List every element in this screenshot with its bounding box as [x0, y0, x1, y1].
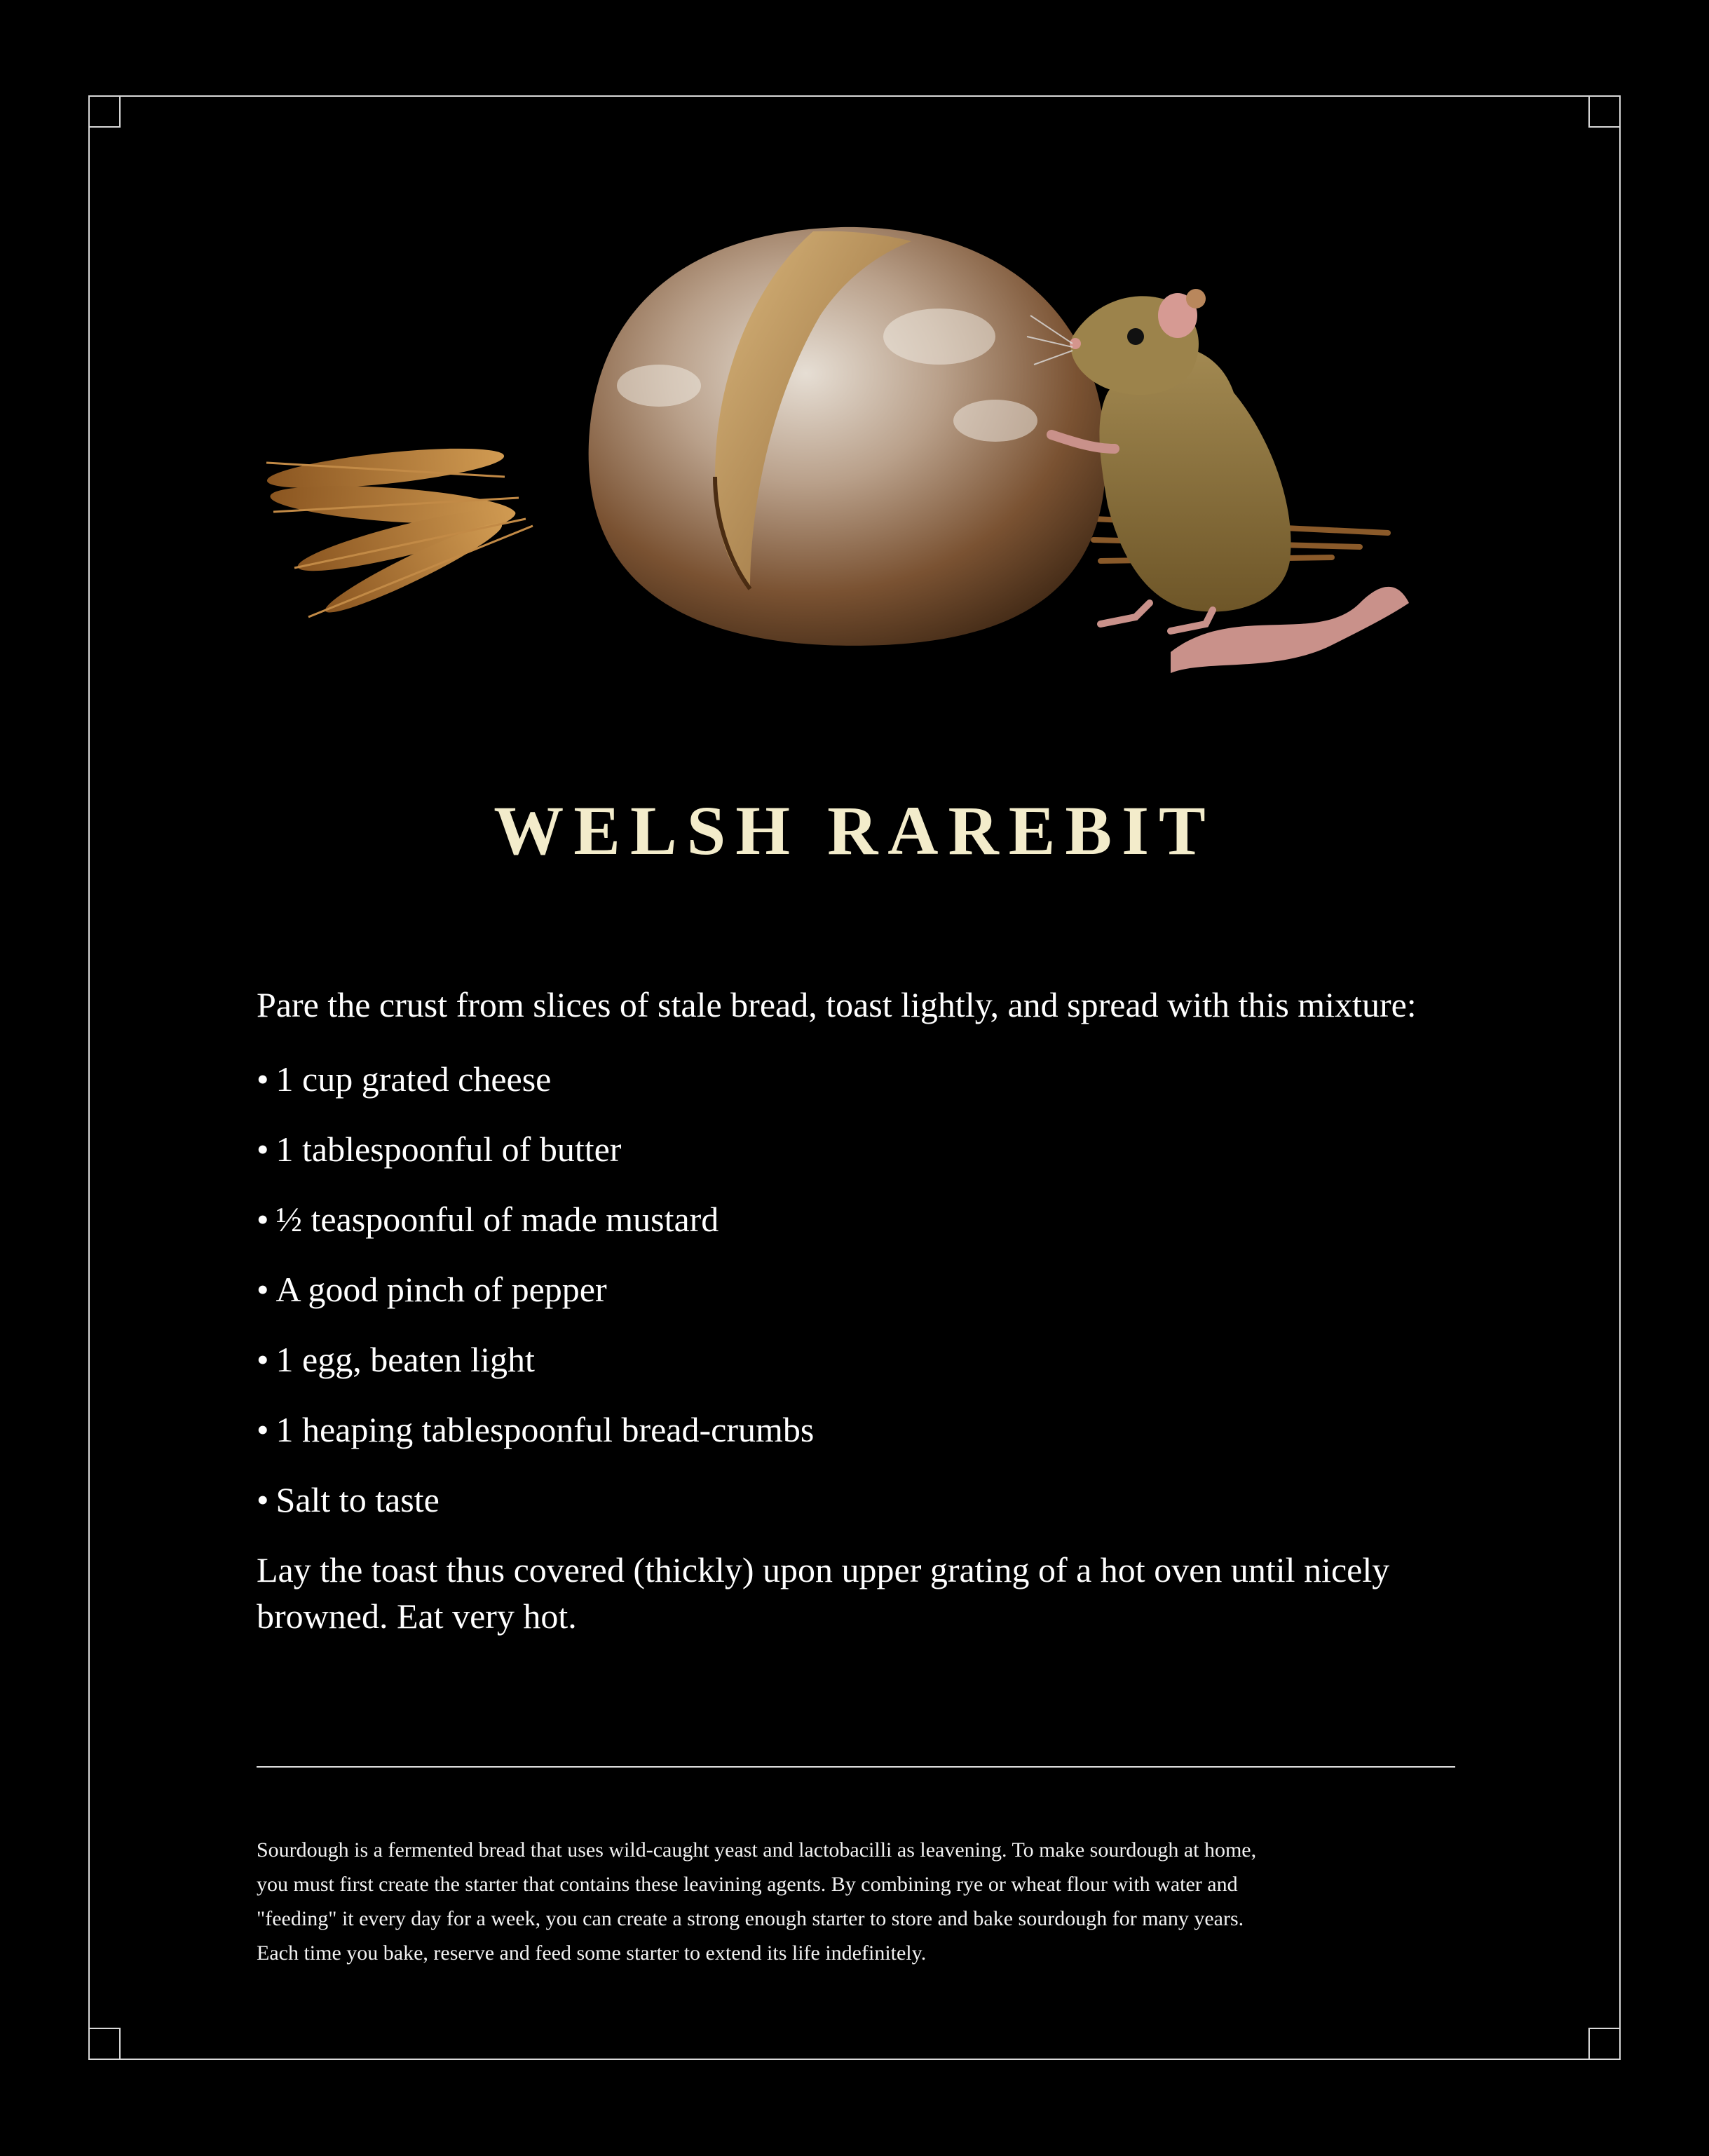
note-line: you must first create the starter that contains these leavining agents. By combining rye or wheat flour with water and [257, 1873, 1238, 1896]
recipe-title: WELSH RAREBIT [493, 792, 1216, 869]
bullet-icon: • [257, 1130, 269, 1169]
bullet-icon: • [257, 1059, 269, 1099]
ingredient-item: • A good pinch of pepper [257, 1270, 607, 1309]
note-line: Each time you bake, reserve and feed some starter to extend its life indefinitely. [257, 1941, 927, 1965]
ingredient-item: • ½ teaspoonful of made mustard [257, 1200, 719, 1239]
sourdough-note [257, 1833, 1462, 1970]
frame-corner-top-left [88, 95, 121, 128]
ingredient-item: • 1 egg, beaten light [257, 1340, 535, 1379]
note-line: Sourdough is a fermented bread that uses wild-caught yeast and lactobacilli as leavening. To make sourdough at home, [257, 1838, 1257, 1862]
bullet-icon: • [257, 1410, 269, 1449]
ingredient-list [257, 1056, 1504, 1523]
recipe-body [257, 982, 1504, 1639]
ingredient-item: • 1 cup grated cheese [257, 1059, 552, 1099]
frame-corner-top-right [1588, 95, 1621, 128]
bullet-icon: • [257, 1480, 269, 1519]
section-divider [257, 1766, 1455, 1768]
wheat-icon [266, 440, 533, 622]
bullet-icon: • [257, 1200, 269, 1239]
frame-corner-bottom-right [1588, 2028, 1621, 2060]
ingredient-item: • 1 tablespoonful of butter [257, 1130, 622, 1169]
bullet-icon: • [257, 1270, 269, 1309]
bread-loaf-icon [589, 227, 1106, 646]
frame-corner-bottom-left [88, 2028, 121, 2060]
recipe-intro: Pare the crust from slices of stale bread, toast lightly, and spread with this mixture: [257, 985, 1417, 1024]
ingredient-item: • Salt to taste [257, 1480, 440, 1519]
note-line: "feeding" it every day for a week, you can create a strong enough starter to store and bake sourdough for many years. [257, 1907, 1244, 1930]
ingredient-item: • 1 heaping tablespoonful bread-crumbs [257, 1410, 815, 1449]
bullet-icon: • [257, 1340, 269, 1379]
header-illustration [266, 210, 1430, 715]
recipe-instructions: Lay the toast thus covered (thickly) upon upper grating of a hot oven until nicely browned. Eat very hot. [257, 1550, 1390, 1636]
